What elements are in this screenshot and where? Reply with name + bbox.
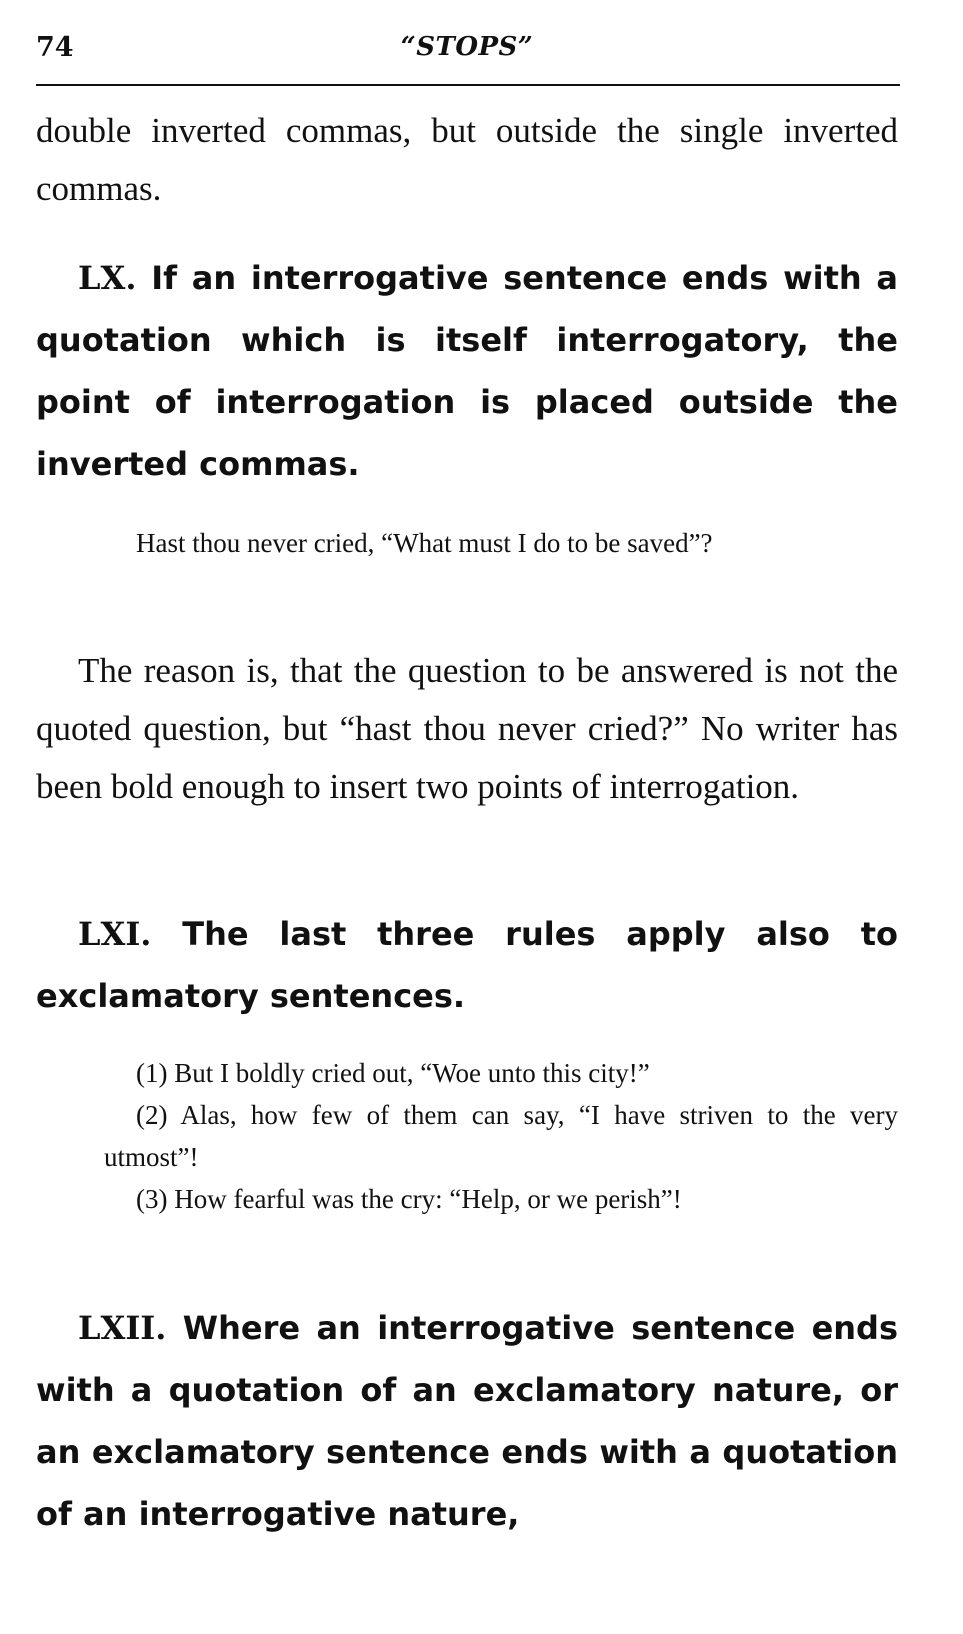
example-lxi-1: (1) But I boldly cried out, “Woe unto this city!” xyxy=(136,1058,650,1088)
page-header xyxy=(36,28,898,68)
rule-lxii xyxy=(36,1297,898,1545)
header-rule xyxy=(36,84,900,86)
example-lxi-3: (3) How fearful was the cry: “Help, or we perish”! xyxy=(136,1184,682,1214)
rule-lxii-number: LXII. xyxy=(78,1309,167,1347)
continuation-paragraph: double inverted commas, but outside the single inverted commas. xyxy=(36,111,898,208)
explanation-paragraph: The reason is, that the question to be answered is not the quoted question, but “hast thou never cried?” No writer has been bold enough to insert two points of interrogation. xyxy=(36,651,898,806)
example-lxi-2: (2) Alas, how few of them can say, “I have striven to the very utmost”! xyxy=(104,1100,898,1172)
running-title: “STOPS” xyxy=(400,32,534,62)
rule-lxii-text: Where an interrogative sentence ends with a quotation of an exclamatory nature, or an exclamatory sentence ends with a quotation of an interrogative nature, xyxy=(36,1309,899,1533)
rule-lxi xyxy=(36,903,898,1027)
rule-lx-text: If an interrogative sentence ends with a quotation which is itself interrogatory, the point of interrogation is placed outside the inverted commas. xyxy=(36,259,899,483)
rule-lxi-number: LXI. xyxy=(78,915,152,953)
examples-lxi xyxy=(104,1052,898,1220)
example-lx xyxy=(104,522,898,564)
page-number: 74 xyxy=(36,32,74,63)
rule-lx xyxy=(36,247,898,495)
rule-lxi-text: The last three rules apply also to exclamatory sentences. xyxy=(36,915,898,1015)
example-lx-text: Hast thou never cried, “What must I do to be saved”? xyxy=(136,528,713,558)
rule-lx-number: LX. xyxy=(78,259,137,297)
